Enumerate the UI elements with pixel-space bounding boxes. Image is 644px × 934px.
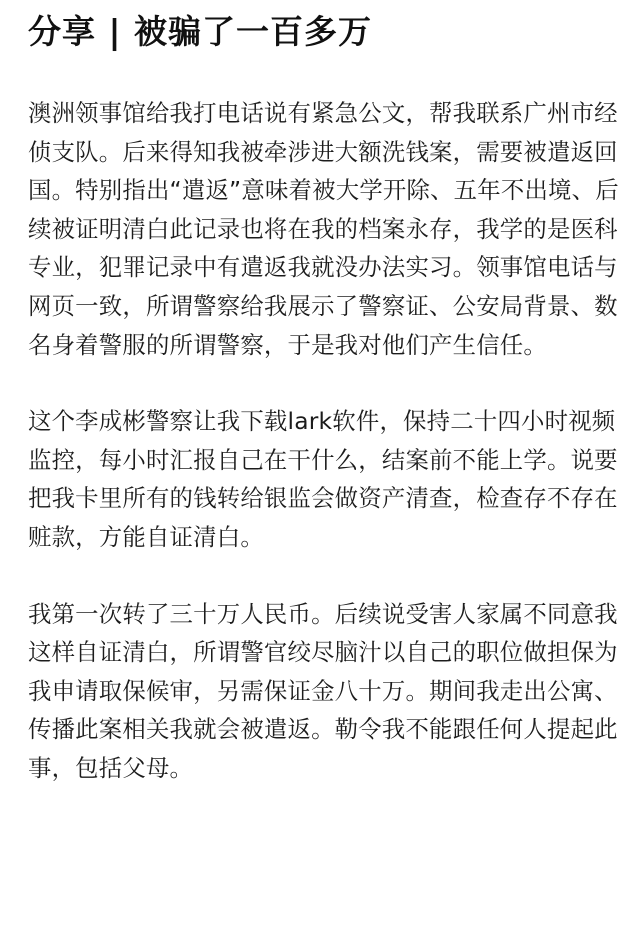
article-paragraph: 澳洲领事馆给我打电话说有紧急公文，帮我联系广州市经侦支队。后来得知我被牵涉进大额洗钱案，需要被遣返回国。特别指出“遣返”意味着被大学开除、五年不出境、后续被证明清白此记录也将在我的档案永存，我学的是医科专业，犯罪记录中有遣返我就没办法实习。领事馆电话与网页一致，所谓警察给我展示了警察证、公安局背景、数名身着警服的所谓警察，于是我对他们产生信任。 [28, 99, 619, 359]
article-paragraph: 我第一次转了三十万人民币。后续说受害人家属不同意我这样自证清白，所谓警官绞尽脑汁以自己的职位做担保为我申请取保候审，另需保证金八十万。期间我走出公寓、传播此案相关我就会被遣返。勒令我不能跟任何人提起此事，包括父母。 [28, 599, 618, 782]
article-paragraph: 这个李成彬警察让我下载lark软件，保持二十四小时视频监控，每小时汇报自己在干什么，结案前不能上学。说要把我卡里所有的钱转给银监会做资产清查，检查存不存在赃款，方能自证清白。 [28, 407, 618, 551]
article-title: 分享 | 被骗了一百多万 [28, 12, 373, 51]
article-body [28, 94, 622, 788]
